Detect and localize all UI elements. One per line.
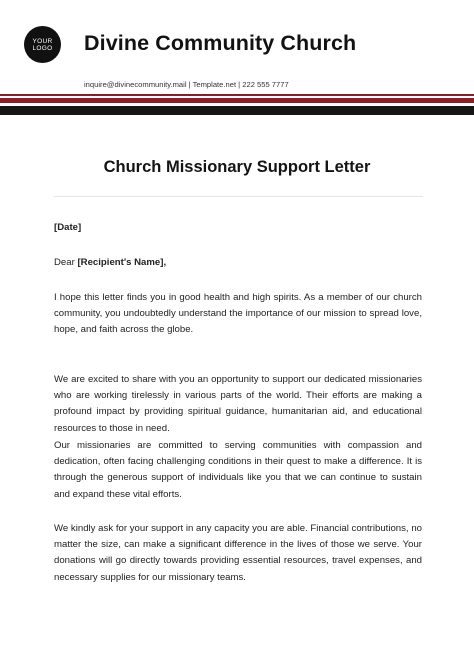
- salutation-prefix: Dear: [54, 257, 78, 268]
- salutation: [54, 255, 422, 271]
- logo-text-line2: LOGO: [32, 44, 53, 52]
- body-paragraph-2: We are excited to share with you an opportunity to support our dedicated missionaries who are working tirelessly in various parts of the world. Their efforts are making a profound impact by providing spiritual guidance, humanitarian aid, and educational resources to those in need.: [54, 374, 422, 434]
- body-paragraph-3: Our missionaries are committed to serving communities with compassion and dedication, often facing challenging conditions in their quest to make a difference. It is through the generous support of individuals like you that we can continue to sustain and expand these vital efforts.: [54, 440, 422, 500]
- header-stripe-thin-red: [0, 94, 474, 96]
- body-paragraph-1: I hope this letter finds you in good health and high spirits. As a member of our church community, you undoubtedly understand the importance of our mission to spread love, hope, and faith across the globe.: [54, 292, 422, 336]
- logo-placeholder: [24, 26, 61, 63]
- body-paragraph-4: We kindly ask for your support in any capacity you are able. Financial contributions, no matter the size, can make a significant difference in the lives of those we serve. Your donations will go directly towards providing essential resources, travel expenses, and necessary supplies for our missionary teams.: [54, 523, 422, 583]
- document-title: Church Missionary Support Letter: [103, 158, 371, 176]
- organization-name: Divine Community Church: [84, 31, 357, 55]
- letterhead: [0, 0, 474, 96]
- header-stripe-red: [0, 98, 474, 103]
- title-divider: [54, 196, 423, 197]
- recipient-name-placeholder: [Recipient's Name],: [77, 257, 167, 268]
- logo-text-line1: YOUR: [32, 37, 53, 45]
- contact-info: inquire@divinecommunity.mail | Template.net | 222 555 7777: [84, 80, 289, 89]
- date-placeholder: [Date]: [54, 222, 82, 233]
- header-stripe-black: [0, 106, 474, 115]
